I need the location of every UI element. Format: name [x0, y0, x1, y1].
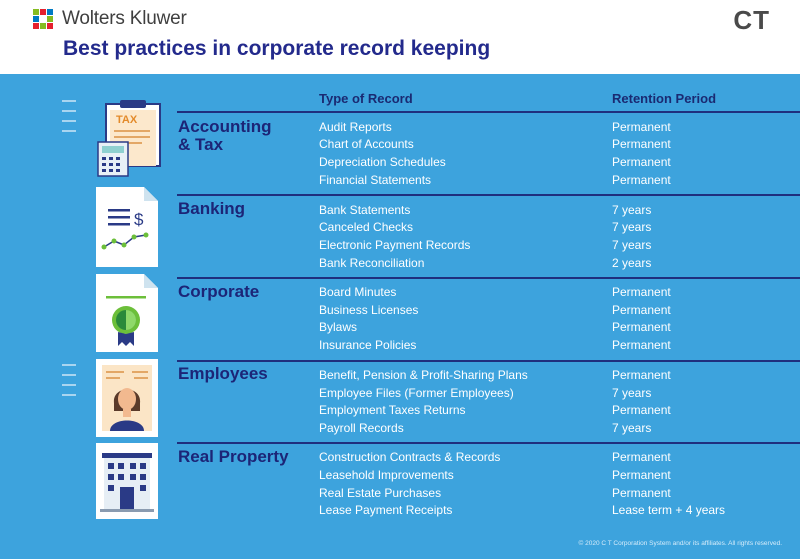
- header-rule: [177, 111, 800, 113]
- header: [0, 0, 800, 74]
- table-row: Insurance Policies Permanent: [319, 338, 671, 352]
- copyright-footer: © 2020 C T Corporation System and/or its affiliates. All rights reserved.: [578, 540, 782, 547]
- section-divider: [177, 194, 800, 196]
- table-row: Bank Statements 7 years: [319, 203, 652, 217]
- table-row: Board Minutes Permanent: [319, 285, 671, 299]
- table-row: Real Estate Purchases Permanent: [319, 486, 671, 500]
- section-title: Accounting & Tax: [178, 117, 272, 154]
- building-icon: [96, 443, 158, 519]
- table-row: Leasehold Improvements Permanent: [319, 468, 671, 482]
- table-row: Payroll Records 7 years: [319, 421, 652, 435]
- table-row: Lease Payment Receipts Lease term + 4 years: [319, 503, 726, 517]
- table-row: Construction Contracts & Records Permanent: [319, 450, 671, 464]
- section-divider: [177, 442, 800, 444]
- tax-form-icon: [96, 98, 166, 180]
- table-row: Bylaws Permanent: [319, 320, 671, 334]
- brand-name: Wolters Kluwer: [62, 8, 187, 29]
- wolters-kluwer-logo[interactable]: [31, 7, 187, 31]
- table-row: Audit Reports Permanent: [319, 120, 671, 134]
- page-title: Best practices in corporate record keeping: [63, 37, 491, 60]
- column-header-type: Type of Record: [319, 91, 413, 106]
- section-title: Real Property: [178, 447, 289, 466]
- section-title: Employees: [178, 364, 268, 383]
- svg-text:$: $: [134, 210, 144, 229]
- table-row: Bank Reconciliation 2 years: [319, 256, 652, 270]
- table-row: Employment Taxes Returns Permanent: [319, 403, 671, 417]
- wk-logo-icon: [31, 7, 55, 31]
- certificate-icon: [96, 274, 158, 352]
- bank-statement-icon: [96, 187, 158, 267]
- employee-profile-icon: [96, 359, 158, 437]
- table-row: Financial Statements Permanent: [319, 173, 671, 187]
- column-header-retention: Retention Period: [612, 91, 717, 106]
- table-row: Chart of Accounts Permanent: [319, 137, 671, 151]
- table-row: Business Licenses Permanent: [319, 303, 671, 317]
- table-row: Canceled Checks 7 years: [319, 220, 652, 234]
- svg-text:TAX: TAX: [116, 114, 138, 126]
- section-title: Corporate: [178, 282, 260, 301]
- section-divider: [177, 277, 800, 279]
- section-title: Banking: [178, 199, 246, 218]
- table-row: Employee Files (Former Employees) 7 years: [319, 386, 652, 400]
- section-divider: [177, 360, 800, 362]
- table-row: Benefit, Pension & Profit-Sharing Plans Permanent: [319, 368, 671, 382]
- table-row: Depreciation Schedules Permanent: [319, 155, 671, 169]
- table-row: Electronic Payment Records 7 years: [319, 238, 652, 252]
- ct-mark: CT: [733, 5, 770, 35]
